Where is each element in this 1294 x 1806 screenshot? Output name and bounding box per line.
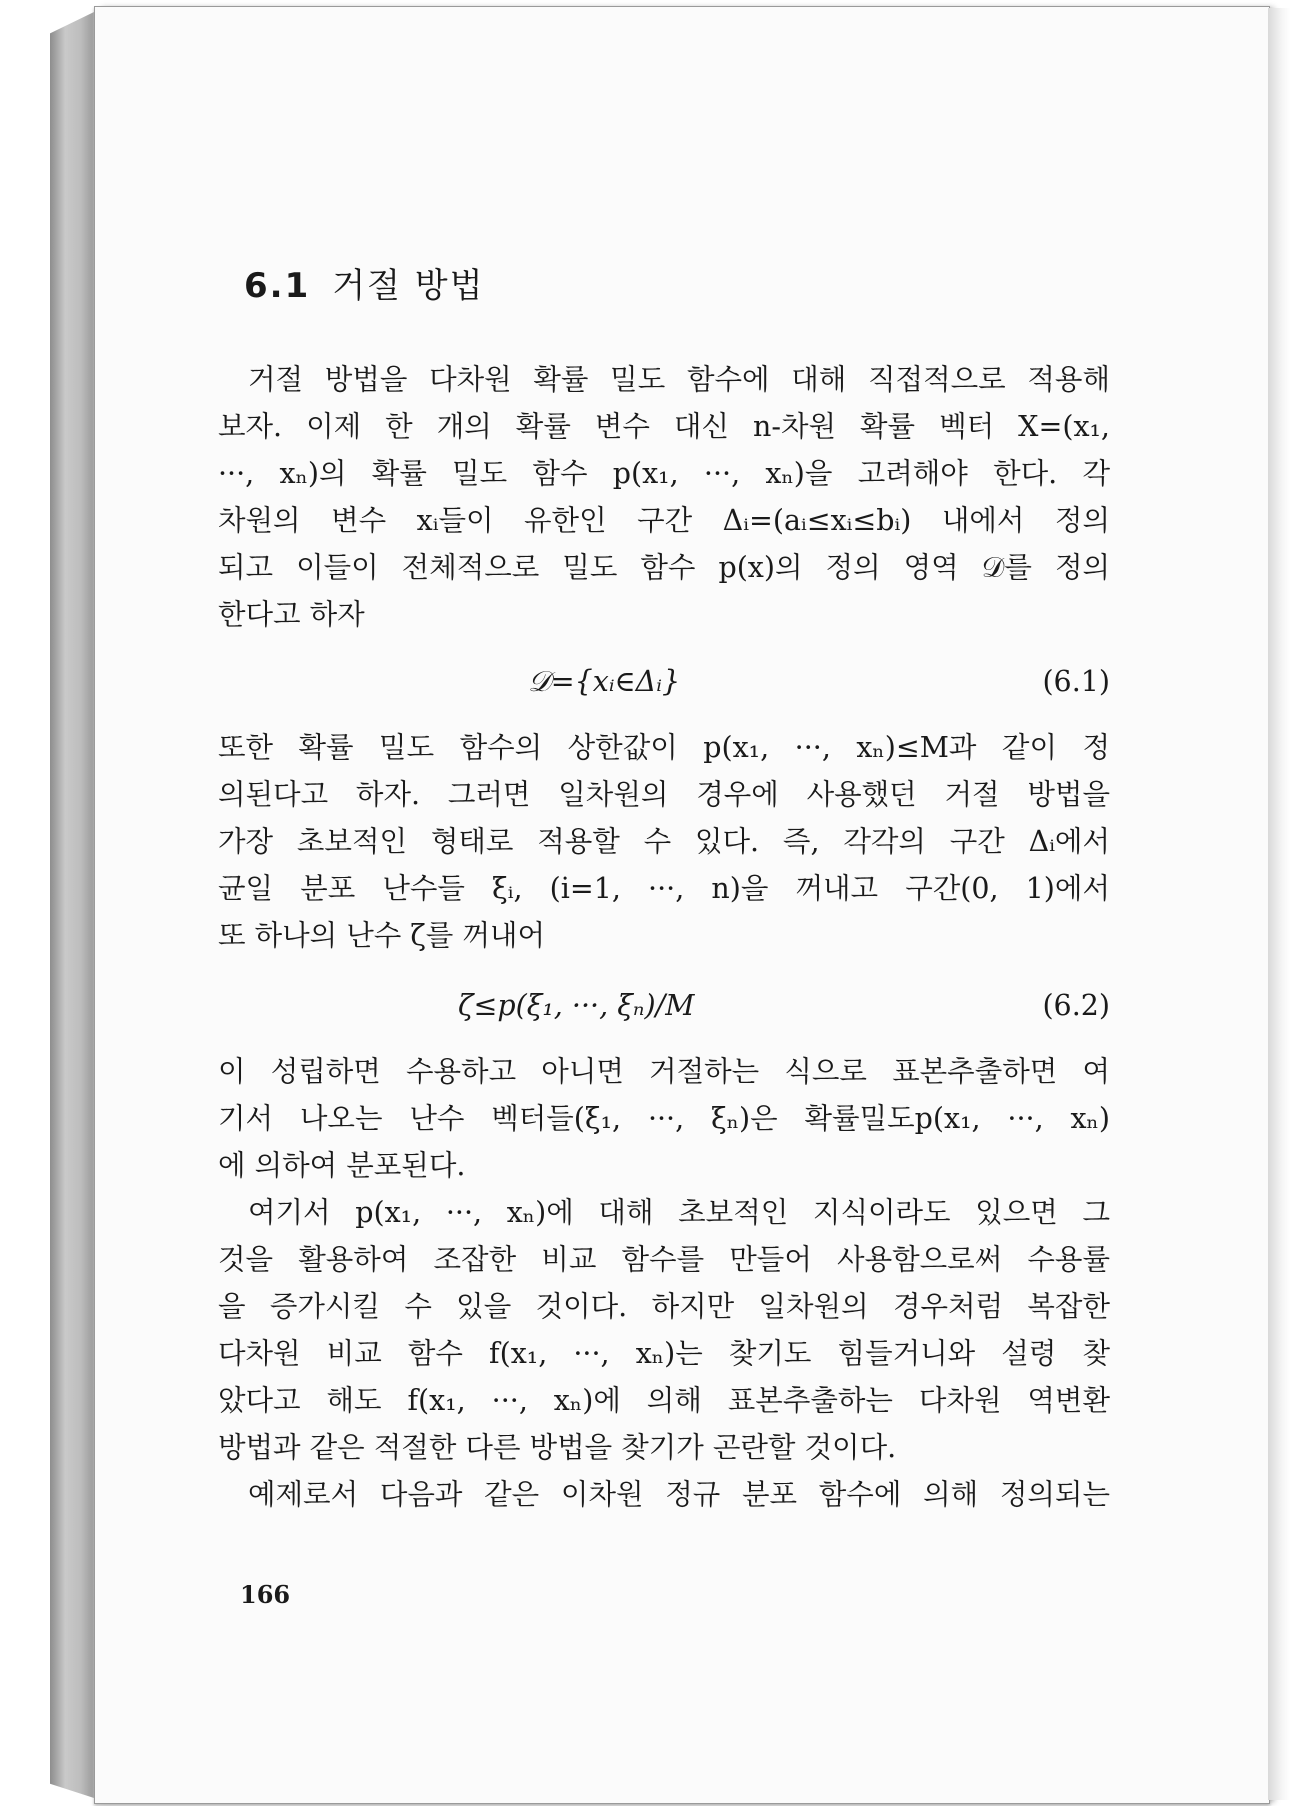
text-line: 여기서 p(x₁, ···, xₙ)에 대해 초보적인 지식이라도 있으면 그 [248,1196,1110,1229]
equation-6-1 [218,658,1110,706]
equation-expression: ζ≤p(ξ₁, ···, ξₙ)/M [458,989,695,1022]
paragraph-5 [218,1471,1110,1518]
text-line: 보자. 이제 한 개의 확률 변수 대신 n-차원 확률 벡터 X=(x₁, [218,410,1110,443]
paragraph-2 [218,724,1110,959]
text-line: 되고 이들이 전체적으로 밀도 함수 p(x)의 정의 영역 𝒟를 정의 [218,551,1110,584]
equation-6-2 [218,982,1110,1030]
page-number: 166 [240,1580,291,1609]
equation-number: (6.1) [1042,665,1110,698]
equation-expression: 𝒟={xᵢ∈Δᵢ} [528,665,681,698]
text-line: 의된다고 하자. 그러면 일차원의 경우에 사용했던 거절 방법을 [218,778,1110,811]
text-line: 가장 초보적인 형태로 적용할 수 있다. 즉, 각각의 구간 Δᵢ에서 [218,825,1110,858]
page-edge [1268,8,1290,1800]
paragraph-4 [218,1189,1110,1471]
equation-number: (6.2) [1042,989,1110,1022]
text-line: ···, xₙ)의 확률 밀도 함수 p(x₁, ···, xₙ)을 고려해야 한다. 각 [218,457,1110,490]
text-line: 이 성립하면 수용하고 아니면 거절하는 식으로 표본추출하면 여 [218,1055,1110,1088]
text-line: 방법과 같은 적절한 다른 방법을 찾기가 곤란할 것이다. [218,1431,897,1464]
text-line: 았다고 해도 f(x₁, ···, xₙ)에 의해 표본추출하는 다차원 역변환 [218,1384,1110,1417]
paragraph-3 [218,1048,1110,1189]
text-line: 기서 나오는 난수 벡터들(ξ₁, ···, ξₙ)은 확률밀도p(x₁, ···, xₙ) [218,1102,1110,1135]
text-line: 한다고 하자 [218,598,365,631]
text-line: 다차원 비교 함수 f(x₁, ···, xₙ)는 찾기도 힘들거니와 설령 찾 [218,1337,1110,1370]
paragraph-1 [218,356,1110,638]
text-line: 예제로서 다음과 같은 이차원 정규 분포 함수에 의해 정의되는 [248,1478,1110,1511]
section-title: 거절 방법 [332,266,485,306]
section-number: 6.1 [244,266,311,306]
text-line: 차원의 변수 xᵢ들이 유한인 구간 Δᵢ=(aᵢ≤xᵢ≤bᵢ) 내에서 정의 [218,504,1110,537]
text-line: 것을 활용하여 조잡한 비교 함수를 만들어 사용함으로써 수용률 [218,1243,1110,1276]
text-line: 또 하나의 난수 ζ를 꺼내어 [218,919,545,952]
text-line: 을 증가시킬 수 있을 것이다. 하지만 일차원의 경우처럼 복잡한 [218,1290,1110,1323]
text-line: 에 의하여 분포된다. [218,1149,466,1182]
text-line: 또한 확률 밀도 함수의 상한값이 p(x₁, ···, xₙ)≤M과 같이 정 [218,731,1110,764]
text-line: 균일 분포 난수들 ξᵢ, (i=1, ···, n)을 꺼내고 구간(0, 1)에서 [218,872,1110,905]
book-spine [50,12,94,1798]
text-line: 거절 방법을 다차원 확률 밀도 함수에 대해 직접적으로 적용해 [248,363,1110,396]
section-heading [244,258,484,307]
